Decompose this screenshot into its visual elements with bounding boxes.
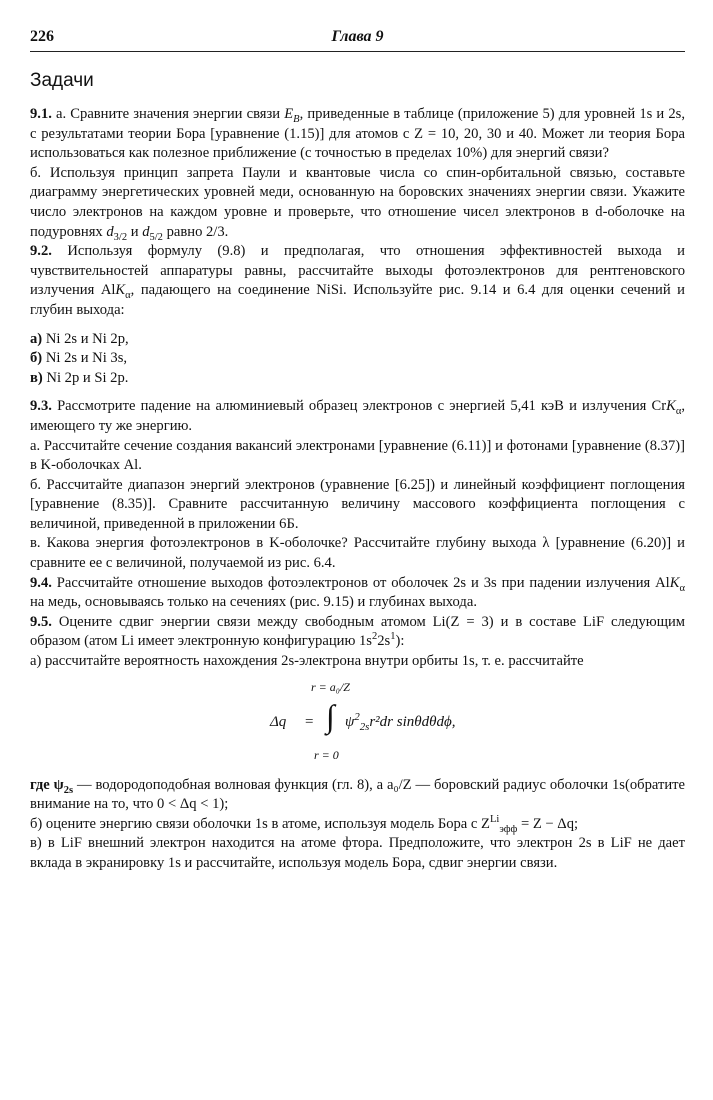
problem-text: а. Сравните значения энергии связи: [56, 106, 281, 122]
problem-9-5-b: [30, 815, 685, 835]
psi-symbol: ψ: [345, 713, 355, 730]
header-rule: [30, 51, 685, 52]
symbol-K-sub: α: [125, 290, 131, 302]
list-text: Ni 2s и Ni 3s,: [45, 350, 128, 367]
psi-superscript: 2: [354, 710, 360, 723]
spacer: [30, 321, 685, 330]
problem-text: , имеющего ту же энергию.: [30, 398, 685, 434]
integral-sign: ∫: [326, 697, 335, 734]
problem-text: = Z − Δq;: [520, 815, 579, 832]
problem-text: б. Используя принцип запрета Паули и квантовые числа со спин-орбитальной связью, составьте диаграмму энергетических уровней меди, основанную на боровских значениях энергии связи. Укажите число электронов на каждом уровне и проверьте, что отношение чисел электронов в d-оболочке на подуровнях: [30, 164, 685, 240]
problem-text: Рассчитайте отношение выходов фотоэлектронов от оболочек 2s и 3s при падении излучения Al: [56, 574, 670, 591]
problem-number: 9.3.: [30, 398, 52, 415]
problems-content: [30, 105, 685, 874]
superscript: 1: [390, 631, 396, 643]
problem-text: Рассмотрите падение на алюминиевый образец электронов с энергией 5,41 кэВ и излучения Cr: [57, 398, 667, 415]
psi-subscript: 2s: [359, 720, 370, 733]
page-header: [30, 28, 685, 50]
problem-9-3-b: б. Рассчитайте диапазон энергий электронов (уравнение [6.25]) и линейный коэффициент поглощения [уравнение (8.35)]. Сравните рассчитанную величину массового коэффициента поглощения с величиной, приведенной в приложении 6Б.: [30, 476, 685, 532]
problem-text: — водородоподобная волновая функция (гл. 8), а a₀/Z — боровский радиус оболочки 1s(обратите внимание на то, что 0 < Δq < 1);: [30, 776, 686, 813]
problem-9-5-a: а) рассчитайте вероятность нахождения 2s-электрона внутри орбиты 1s, т. е. рассчитайте: [30, 653, 584, 670]
superscript: 2: [371, 631, 378, 643]
list-item: [30, 369, 685, 389]
problem-text: Оцените сдвиг энергии связи между свободным атомом Li(Z = 3) и в составе LiF следующим образом (атом Li имеет электронную конфигурацию 1s: [30, 613, 685, 650]
symbol-E-sub: B: [293, 113, 300, 125]
problem-9-5-c: в) в LiF внешний электрон находится на атоме фтора. Предположите, что электрон 2s в LiF не дает вклада в экранировку 1s и рассчитайте, используя модель Бора, сдвиг энергии связи.: [30, 835, 685, 871]
integrand-rest: r²dr sinθdθdϕ,: [369, 713, 456, 730]
chapter-title: Глава 9: [331, 28, 384, 45]
section-title: Задачи: [30, 70, 94, 91]
problem-9-3-c: в. Какова энергия фотоэлектронов в K-оболочке? Рассчитайте глубину выхода λ [уравнение (6.20)] и сравните ее с величиной, получаемой из рис. 6.4.: [30, 535, 685, 572]
problem-text: равно 2/3.: [166, 223, 229, 240]
problem-number: 9.2.: [30, 243, 52, 260]
list-item: [30, 330, 685, 350]
problem-9-5-after-formula: [30, 776, 685, 815]
integral-lower-limit: r = 0: [314, 747, 339, 762]
problem-text: где ψ: [30, 776, 64, 793]
problem-9-2: [30, 242, 685, 320]
problem-text: на медь, основываясь только на сечениях (рис. 9.15) и глубинах выхода.: [30, 594, 477, 611]
symbol-d: d: [142, 223, 150, 240]
formula-integrand: [345, 710, 456, 733]
list-text: Ni 2s и Ni 2p,: [45, 330, 129, 347]
problem-9-1-a: [30, 105, 685, 164]
problem-9-3: [30, 397, 685, 436]
symbol-K-sub: α: [675, 406, 682, 418]
superscript: Li: [489, 813, 500, 825]
problem-9-5: [30, 613, 685, 652]
formula-equals: =: [305, 713, 314, 730]
problem-text: Используя формулу (9.8) и предполагая, что отношения эффективностей выхода и чувствительностей аппаратуры равны, рассчитайте выходы фотоэлектронов для рентгеновского излучения Al: [30, 243, 685, 299]
list-label: б): [30, 350, 43, 367]
symbol-d: d: [106, 223, 114, 240]
list-item: [30, 349, 685, 369]
problem-9-4: [30, 574, 685, 613]
problem-9-1-b: [30, 164, 685, 242]
page-number: 226: [30, 28, 54, 45]
problem-number: 9.1.: [30, 106, 52, 122]
psi-subscript: 2s: [63, 784, 74, 796]
problem-text: 2s: [377, 633, 391, 650]
symbol-K: K: [115, 282, 126, 299]
spacer: [30, 388, 685, 397]
problem-9-3-a: а. Рассчитайте сечение создания вакансий электронами [уравнение (6.11)] и фотонами [уравнение (8.37)] в K-оболочках Al.: [30, 437, 685, 474]
symbol-K: K: [666, 398, 676, 415]
list-label: в): [30, 369, 43, 386]
subscript: эфф: [499, 823, 518, 835]
problem-text: , приведенные в таблице (приложение 5) для уровней 1s и 2s, с результатами теории Бора [уравнение (1.15)] для атомов с Z = 10, 20, 30 и 40. Может ли теория Бора использоваться как полезное приближение (с точностью в пределах 10%) для энергий связи?: [30, 106, 685, 162]
integral-upper-limit: r = a₀/Z: [311, 679, 350, 694]
problem-text: ):: [395, 633, 405, 650]
symbol-K-sub: α: [679, 582, 685, 594]
symbol-d-sub: 3/2: [113, 231, 128, 243]
list-text: Ni 2p и Si 2p.: [46, 369, 129, 386]
conjunction: и: [130, 223, 139, 240]
formula-lhs: Δq: [270, 713, 287, 730]
problem-text: , падающего на соединение NiSi. Используйте рис. 9.14 и 6.4 для оценки сечений и глубин выхода:: [30, 282, 685, 318]
problem-number: 9.4.: [30, 574, 52, 591]
problem-text: б) оцените энергию связи оболочки 1s в атоме, используя модель Бора с Z: [30, 815, 490, 832]
symbol-E: E: [284, 106, 294, 122]
list-label: а): [30, 330, 43, 347]
symbol-K: K: [669, 574, 680, 591]
symbol-d-sub: 5/2: [149, 231, 163, 243]
integral-formula: [30, 676, 685, 768]
problem-number: 9.5.: [30, 613, 52, 630]
